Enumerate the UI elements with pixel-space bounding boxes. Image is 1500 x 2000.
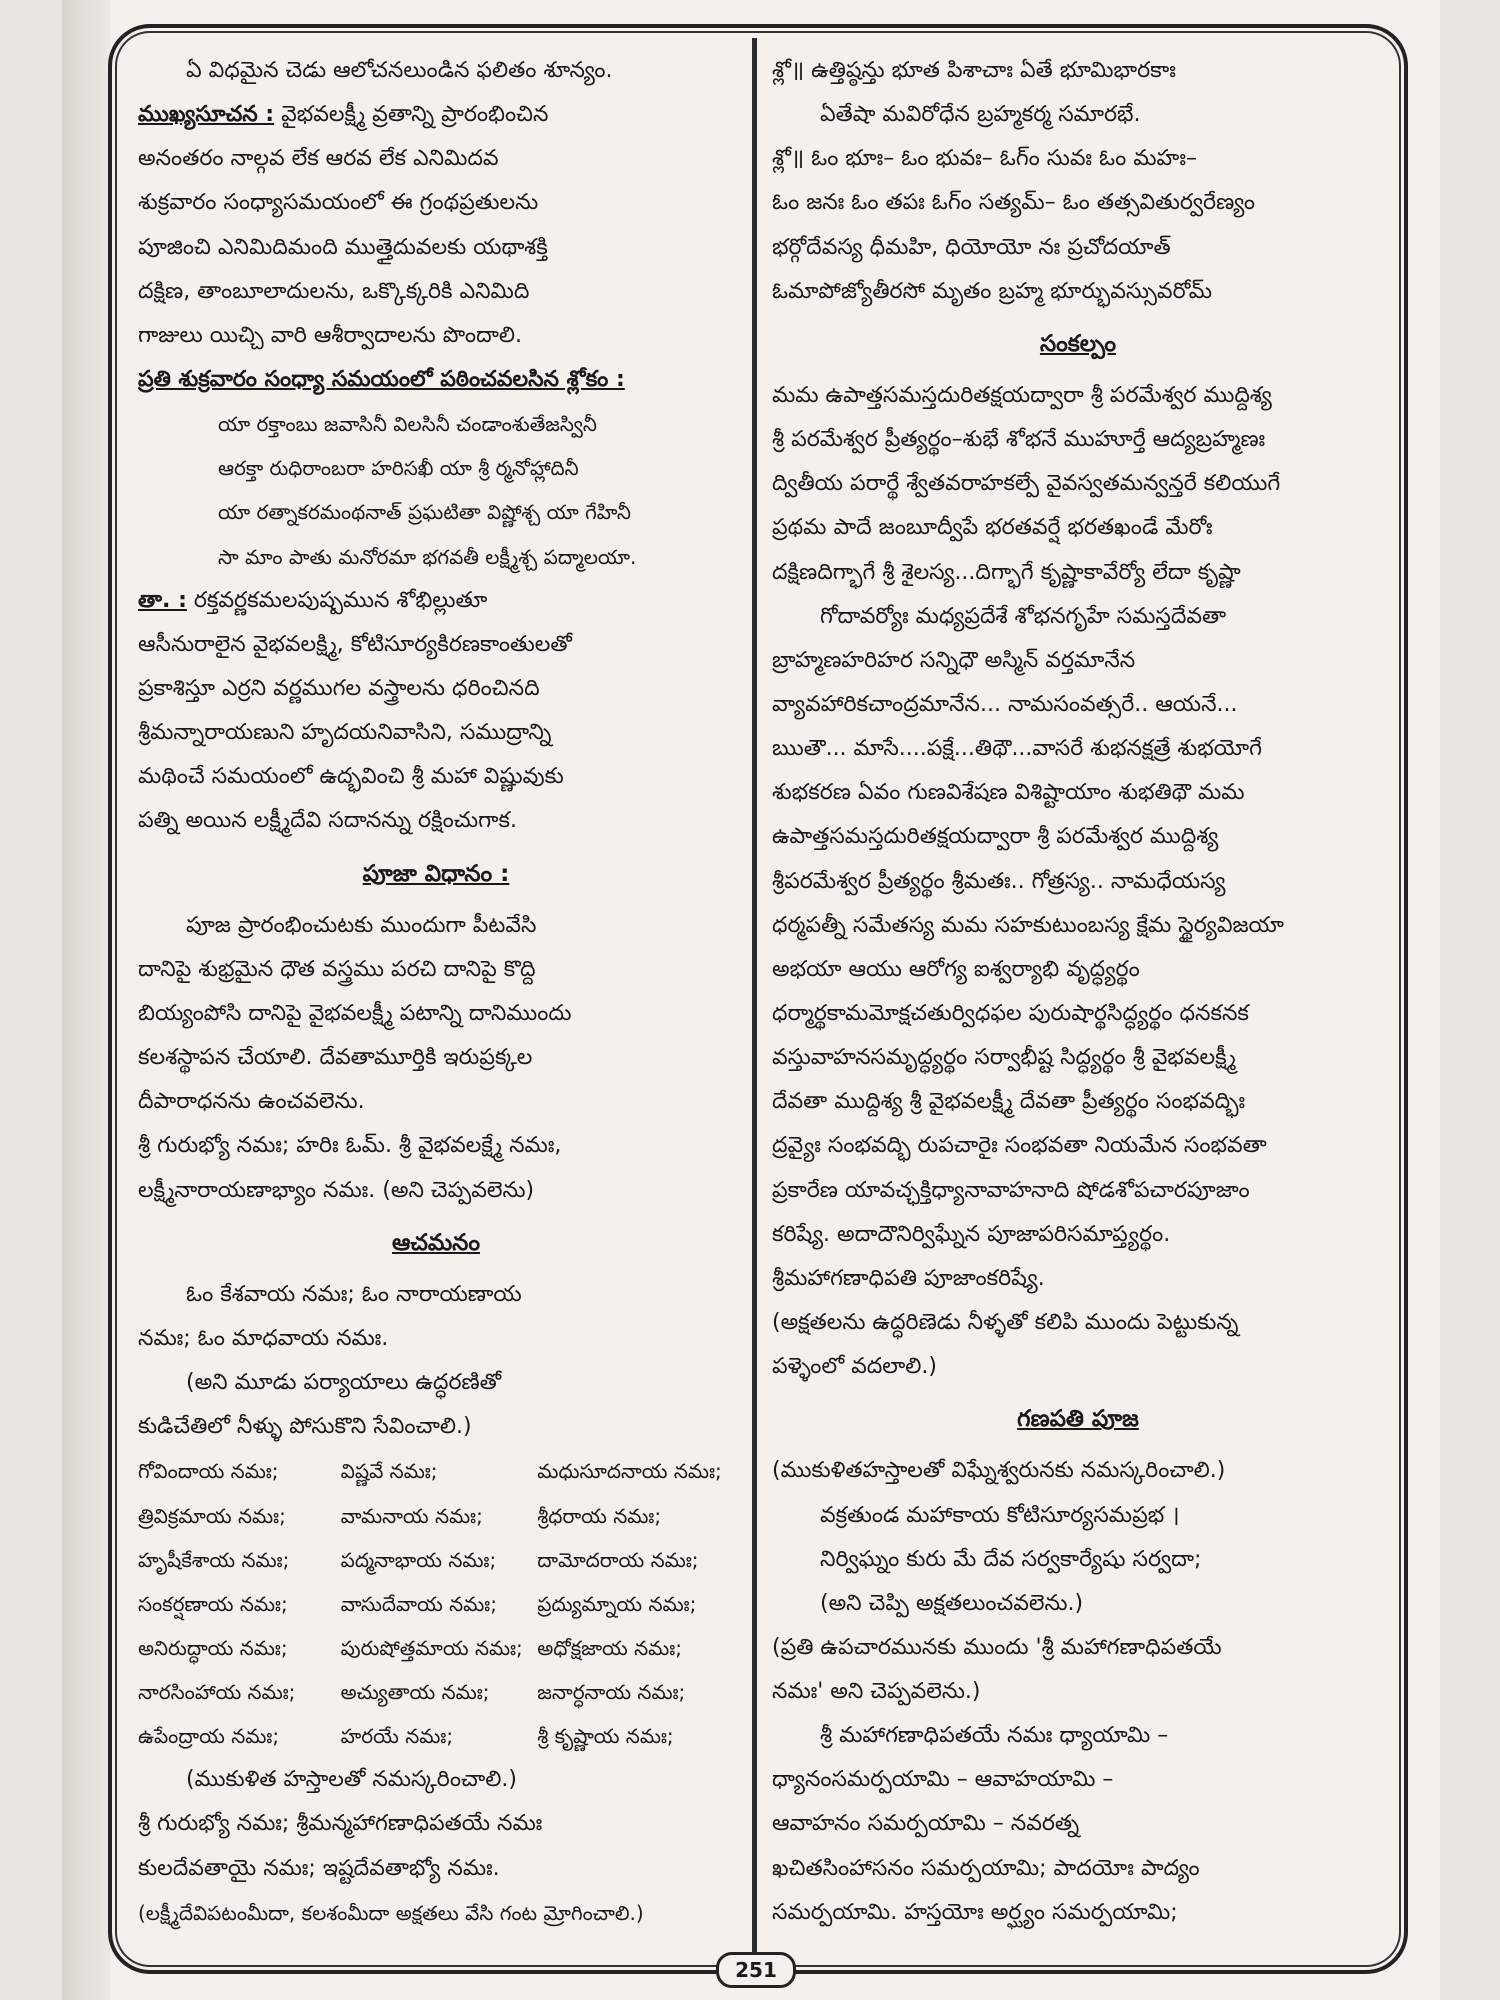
name-cell: మధుసూదనాయ నమః; <box>537 1459 722 1484</box>
name-cell: పురుషోత్తమాయ నమః; <box>340 1635 523 1660</box>
page-gutter-shadow <box>62 0 110 2000</box>
section-heading: సంకల్పం <box>1039 330 1117 357</box>
section-heading: పూజా విధానం : <box>362 860 510 887</box>
verse-line: ఆరక్తా రుధిరాంబరా హరిసఖీ యా శ్రీ ర్మనోహ్లాదినీ <box>218 456 579 481</box>
name-cell: ప్రద్యుమ్నాయ నమః; <box>537 1591 697 1616</box>
name-cell: అనిరుద్ధాయ నమః; <box>138 1635 288 1660</box>
text-line: కరిష్యే. అదాదౌనిర్విఘ్నేన పూజాపరిసమాప్త్యర్థం. <box>772 1221 1171 1247</box>
text-line: ప్రకారేణ యావచ్ఛక్తిధ్యానావాహనాది షోడశోపచారపూజాం <box>772 1177 1250 1203</box>
name-cell: అచ్యుతాయ నమః; <box>340 1680 490 1705</box>
name-cell: నారసింహాయ నమః; <box>138 1680 296 1705</box>
text-line: ద్వితీయ పరార్థే శ్వేతవరాహకల్పే వైవస్వతమన్వన్తరే కలియుగే <box>772 471 1281 497</box>
text-line: ధర్మపత్నీ సమేతస్య మమ సహకుటుంబస్య క్షేమ స్థైర్యవిజయా <box>772 912 1284 938</box>
text-line: (అక్షతలను ఉద్ధరిణెడు నీళ్ళతో కలిపి ముందు పెట్టుకున్న <box>772 1309 1239 1335</box>
text-line: ధర్మార్థకామమోక్షచతుర్విధఫల పురుషార్థసిద్ధ్యర్థం ధనకనక <box>772 1000 1249 1026</box>
text-line: కలశస్థాపన చేయాలి. దేవతామూర్తికి ఇరుప్రక్కల <box>138 1045 533 1071</box>
name-table-row <box>138 1717 734 1755</box>
text-line: ఓం కేశవాయ నమః; ఓం నారాయణాయ <box>186 1281 522 1307</box>
text-line: ఉపాత్తసమస్తదురితక్షయద్వారా శ్రీ పరమేశ్వర ముద్దిశ్య <box>772 824 1219 850</box>
text-line: శ్రీ పరమేశ్వర ప్రీత్యర్థం–శుభే శోభనే ముహూర్తే ఆద్యబ్రహ్మణః <box>772 427 1266 453</box>
verse-line: యా రత్నాకరమంథనాత్ ప్రఘటితా విష్ణోశ్చ యా గేహినీ <box>218 500 631 525</box>
verse-line: సా మాం పాతు మనోరమా భగవతీ లక్ష్మీశ్చ పద్మాలయా. <box>218 544 637 569</box>
name-table-row <box>138 1497 734 1535</box>
text-line: శ్లో॥ ఓం భూః– ఓం భువః– ఓగ్ం సువః ఓం మహః– <box>772 146 1197 172</box>
text-line: పూజ ప్రారంభించుటకు ముందుగా పీటవేసి <box>186 912 537 938</box>
text-line: శుక్రవారం సంధ్యాసమయంలో ఈ గ్రంథప్రతులను <box>138 190 539 216</box>
text-line: గాజులు యిచ్చి వారి ఆశీర్వాదాలను పొందాలి. <box>138 322 522 348</box>
text-line: దక్షిణ, తాంబూలాదులను, ఒక్కొక్కరికి ఎనిమిది <box>138 278 530 304</box>
name-cell: విష్ణవే నమః; <box>340 1459 438 1484</box>
text-line: బియ్యంపోసి దానిపై వైభవలక్ష్మీ పటాన్ని దానిముందు <box>138 1000 572 1026</box>
name-cell: త్రివిక్రమాయ నమః; <box>138 1503 286 1528</box>
text-line: అనంతరం నాల్గవ లేక ఆరవ లేక ఎనిమిదవ <box>138 146 499 172</box>
text-line: ఆసీనురాలైన వైభవలక్ష్మి, కోటిసూర్యకిరణకాంతులతో <box>138 631 572 657</box>
name-table-row <box>138 1585 734 1623</box>
text-line: ద్రవ్యైః సంభవద్భి రుపచారైః సంభవతా నియమేన సంభవతా <box>772 1133 1267 1159</box>
text-line: శ్రీమన్నారాయణుని హృదయనివాసిని, సముద్రాన్ని <box>138 720 552 746</box>
name-cell: గోవిందాయ నమః; <box>138 1459 279 1484</box>
name-cell: ఉపేంద్రాయ నమః; <box>138 1724 280 1749</box>
text-line: మమ ఉపాత్తసమస్తదురితక్షయద్వారా శ్రీ పరమేశ్వర ముద్దిశ్య <box>772 382 1272 408</box>
inline-label: ముఖ్యసూచన : <box>138 102 275 128</box>
text-line: నిర్విఘ్నం కురు మే దేవ సర్వకార్యేషు సర్వదా; <box>820 1546 1202 1572</box>
inline-label: తా. : <box>138 587 187 613</box>
page-number: 251 <box>716 1952 796 1988</box>
text-line: శ్రీ గురుభ్యో నమః; శ్రీమన్మహాగణాధిపతయే నమః <box>138 1811 543 1837</box>
text-line: ప్రథమ పాదే జంబూద్వీపే భరతవర్షే భరతఖండే మేరోః <box>772 515 1213 541</box>
text-line: దక్షిణదిగ్భాగే శ్రీ శైలస్య...దిగ్భాగే కృష్ణాకావేర్యో లేదా కృష్ణా <box>772 559 1241 585</box>
text-line: (ముకుళితహస్తాలతో విఘ్నేశ్వరునకు నమస్కరించాలి.) <box>772 1458 1226 1484</box>
text-line: (ముకుళిత హస్తాలతో నమస్కరించాలి.) <box>186 1767 517 1793</box>
name-table-row <box>138 1452 734 1490</box>
name-cell: శ్రీ కృష్ణాయ నమః; <box>537 1724 674 1749</box>
text-line: సమర్పయామి. హస్తయోః అర్ఘ్యం సమర్పయామి; <box>772 1899 1178 1925</box>
text-line: ఖచితసింహాసనం సమర్పయామి; పాదయోః పాద్యం <box>772 1855 1200 1881</box>
right-column <box>772 52 1384 1932</box>
text-line: (అని మూడు పర్యాయాలు ఉద్ధరణితో <box>186 1370 502 1396</box>
text-line: వక్రతుండ మహాకాయ కోటిసూర్యసమప్రభ । <box>820 1502 1180 1528</box>
text-line: నమః' అని చెప్పవలెను.) <box>772 1679 981 1705</box>
column-divider <box>752 38 757 1958</box>
text-line: భర్గోదేవస్య ధీమహి, ధియోయో నః ప్రచోదయాత్ <box>772 234 1171 260</box>
text-line <box>138 96 734 134</box>
text-line: మథించే సమయంలో ఉద్భవించి శ్రీ మహా విష్ణువుకు <box>138 764 564 790</box>
text-line: ఏతేషా మవిరోధేన బ్రహ్మకర్మ సమారభే. <box>820 102 1141 128</box>
text-line: ఆవాహనం సమర్పయామి – నవరత్న <box>772 1811 1080 1837</box>
name-cell: సంకర్షణాయ నమః; <box>138 1591 288 1616</box>
name-table-row <box>138 1541 734 1579</box>
section-heading: ఆచమనం <box>392 1229 480 1256</box>
left-column <box>138 52 734 1932</box>
text-line: శ్లో॥ ఉత్తిష్ఠన్తు భూత పిశాచాః ఏతే భూమిభారకాః <box>772 58 1176 83</box>
name-cell: శ్రీధరాయ నమః; <box>537 1503 662 1528</box>
text-line: (అని చెప్పి అక్షతలుంచవలెను.) <box>820 1590 1084 1616</box>
text-line: దేవతా ముద్దిశ్య శ్రీ వైభవలక్ష్మీ దేవతా ప్రీత్యర్థం సంభవద్భిః <box>772 1089 1246 1115</box>
text-line: వస్తువాహనసమృద్ధ్యర్థం సర్వాభీష్ట సిద్ధ్యర్థం శ్రీ వైభవలక్ష్మీ <box>772 1045 1236 1071</box>
text-line: గోదావర్యోః మధ్యప్రదేశే శోభనగృహే సమస్తదేవతా <box>820 603 1227 629</box>
text-line: ప్రకాశిస్తూ ఎర్రని వర్ణముగల వస్త్రాలను ధరించినది <box>138 675 540 701</box>
text-span: రక్తవర్ణకమలపుష్పమున శోభిల్లుతూ <box>186 587 488 613</box>
text-line: (లక్ష్మీదేవిపటంమీదా, కలశంమీదా అక్షతలు వేసి గంట మ్రోగించాలి.) <box>138 1900 644 1925</box>
section-heading: గణపతి పూజ <box>1017 1406 1139 1433</box>
text-line: ఓమాపోజ్యోతీరసో మృతం బ్రహ్మ భూర్భువస్సువరోమ్ <box>772 278 1212 304</box>
text-line: ధ్యానంసమర్పయామి – ఆవాహయామి – <box>772 1767 1114 1793</box>
name-cell: హృషీకేశాయ నమః; <box>138 1547 290 1572</box>
text-line: ఏ విధమైన చెడు ఆలోచనలుండిన ఫలితం శూన్యం. <box>186 58 613 83</box>
text-line: ప్రతి శుక్రవారం సంధ్యా సమయంలో పఠించవలసిన శ్లోకం : <box>138 366 625 392</box>
text-line: శ్రీపరమేశ్వర ప్రీత్యర్థం శ్రీమతః.. గోత్రస్య.. నామధేయస్య <box>772 868 1226 894</box>
name-cell: అధోక్షజాయ నమః; <box>537 1635 682 1660</box>
text-line: పత్ని అయిన లక్ష్మీదేవి సదానన్ను రక్షించుగాక. <box>138 808 517 834</box>
text-span: వైభవలక్ష్మీ వ్రతాన్ని ప్రారంభించిన <box>274 102 549 128</box>
text-line: శ్రీమహాగణాధిపతి పూజాంకరిష్యే. <box>772 1265 1045 1291</box>
name-cell: పద్మనాభాయ నమః; <box>340 1547 497 1572</box>
text-line: దీపారాధనను ఉంచవలెను. <box>138 1089 365 1115</box>
name-cell: దామోదరాయ నమః; <box>537 1547 699 1572</box>
text-line: నమః; ఓం మాధవాయ నమః. <box>138 1325 389 1351</box>
text-line <box>138 582 734 620</box>
text-line: అభయా ఆయు ఆరోగ్య ఐశ్వర్యాభి వృద్ధ్యర్థం <box>772 956 1140 982</box>
text-line: లక్ష్మీనారాయణాభ్యాం నమః. (అని చెప్పవలెను) <box>138 1177 535 1203</box>
name-cell: వాసుదేవాయ నమః; <box>340 1591 497 1616</box>
text-line: కులదేవతాయై నమః; ఇష్టదేవతాభ్యో నమః. <box>138 1855 500 1881</box>
text-line: (ప్రతి ఉపచారమునకు ముందు 'శ్రీ మహాగణాధిపతయే <box>772 1634 1222 1660</box>
text-line: కుడిచేతిలో నీళ్ళు పోసుకొని సేవించాలి.) <box>138 1414 472 1440</box>
text-line: దానిపై శుభ్రమైన ధౌత వస్త్రము పరచి దానిపై కొద్ది <box>138 956 536 982</box>
text-line: పళ్ళెంలో వదలాలి.) <box>772 1354 937 1380</box>
name-cell: హరయే నమః; <box>340 1724 454 1749</box>
text-line: వ్యావహారికచాంద్రమానేన... నామసంవత్సరే.. ఆయనే... <box>772 691 1238 717</box>
text-line: శ్రీ మహాగణాధిపతయే నమః ధ్యాయామి – <box>820 1723 1169 1749</box>
name-cell: వామనాయ నమః; <box>340 1503 483 1528</box>
verse-line: యా రక్తాంబు జవాసినీ విలసినీ చండాంశుతేజస్వినీ <box>218 412 597 437</box>
text-line: శ్రీ గురుభ్యో నమః; హరిః ఓమ్. శ్రీ వైభవలక్ష్మే నమః, <box>138 1133 562 1159</box>
text-line: ఋతౌ... మాసే....పక్షే...తిథౌ...వాసరే శుభనక్షత్రే శుభయోగే <box>772 736 1262 762</box>
text-line: శుభకరణ ఏవం గుణవిశేషణ విశిష్టాయాం శుభతిథౌ మమ <box>772 780 1245 806</box>
text-line: ఓం జనః ఓం తపః ఓగ్ం సత్యమ్– ఓం తత్సవితుర్వరేణ్యం <box>772 190 1255 216</box>
name-cell: జనార్ధనాయ నమః; <box>537 1680 686 1705</box>
text-line: బ్రాహ్మణహరిహర సన్నిధౌ అస్మిన్ వర్తమానేన <box>772 647 1136 673</box>
name-table-row <box>138 1673 734 1711</box>
name-table-row <box>138 1629 734 1667</box>
text-line: పూజించి ఎనిమిదిమంది ముత్తైదువలకు యథాశక్తి <box>138 234 548 260</box>
